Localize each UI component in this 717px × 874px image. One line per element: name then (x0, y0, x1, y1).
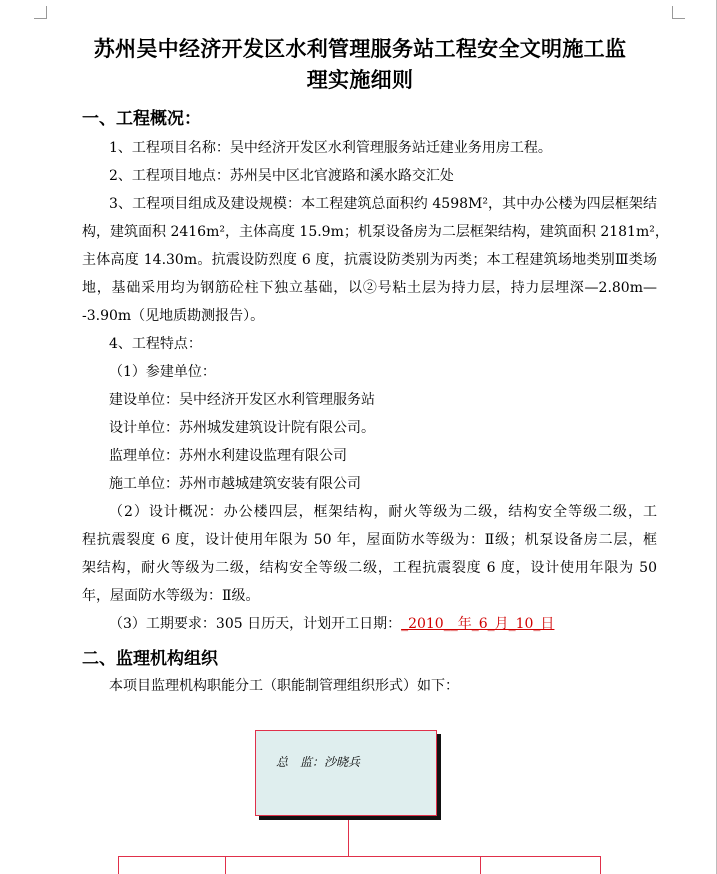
item-scale-line2: 构，建筑面积 2416m²，主体高度 15.9m；机泵设备房为二层框架结构，建筑面积 2181m²， (82, 224, 669, 240)
section-heading-overview: 一、工程概况： (82, 109, 201, 129)
start-date: _2010__年_6_月_10_日 (401, 616, 555, 632)
org-branch-1 (118, 856, 119, 874)
org-chief-box (255, 730, 437, 816)
org-branch-2 (225, 856, 226, 874)
unit-design: 设计单位：苏州城发建筑设计院有限公司。 (109, 420, 375, 436)
org-connector-vertical (348, 820, 349, 856)
design-overview-line3: 架结构，耐火等级为二级，结构安全等级二级，工程抗震裂度 6 度，设计使用年限为 50 (82, 560, 657, 576)
design-overview-line4: 年，屋面防水等级为：Ⅱ级。 (82, 588, 260, 604)
unit-supervision: 监理单位：苏州水利建设监理有限公司 (109, 448, 347, 464)
org-branch-4 (480, 856, 481, 874)
unit-construction: 施工单位：苏州市越城建筑安装有限公司 (109, 476, 361, 492)
item-scale-line1: 3、工程项目组成及建设规模：本工程建筑总面积约 4598M²，其中办公楼为四层框架结 (109, 196, 657, 212)
org-intro: 本项目监理机构职能分工（职能制管理组织形式）如下： (109, 678, 459, 694)
doc-title-line1: 苏州吴中经济开发区水利管理服务站工程安全文明施工监 (93, 36, 627, 61)
schedule-line (109, 614, 554, 634)
margin-corner-top-right (672, 6, 685, 19)
item-features: 4、工程特点： (109, 336, 202, 352)
design-overview-line1: （2）设计概况：办公楼四层，框架结构，耐火等级为二级，结构安全等级二级，工 (109, 504, 657, 520)
org-branch-5 (600, 856, 601, 874)
margin-corner-top-left (34, 6, 47, 19)
section-heading-organization: 二、监理机构组织 (82, 649, 218, 669)
org-chief-label: 总 监：沙晓兵 (276, 755, 361, 769)
design-overview-line2: 程抗震裂度 6 度，设计使用年限为 50 年，屋面防水等级为：Ⅱ级；机泵设备房二层，框 (82, 532, 657, 548)
item-scale-line4: 地，基础采用均为钢筋砼柱下独立基础，以②号粘土层为持力层，持力层埋深—2.80m— (82, 280, 657, 296)
schedule-prefix: （3）工期要求：305 日历天，计划开工日期： (109, 616, 402, 632)
item-project-location: 2、工程项目地点：苏州吴中区北官渡路和溪水路交汇处 (109, 168, 454, 184)
item-scale-line5: -3.90m（见地质勘测报告）。 (82, 308, 265, 324)
sub-participants: （1）参建单位： (109, 364, 216, 380)
org-connector-horizontal (118, 856, 600, 857)
unit-build: 建设单位：吴中经济开发区水利管理服务站 (109, 392, 375, 408)
item-project-name: 1、工程项目名称：吴中经济开发区水利管理服务站迁建业务用房工程。 (109, 140, 552, 156)
item-scale-line3: 主体高度 14.30m。抗震设防烈度 6 度，抗震设防类别为丙类；本工程建筑场地类别Ⅲ类场 (82, 252, 657, 268)
doc-title-line2: 理实施细则 (306, 67, 414, 92)
